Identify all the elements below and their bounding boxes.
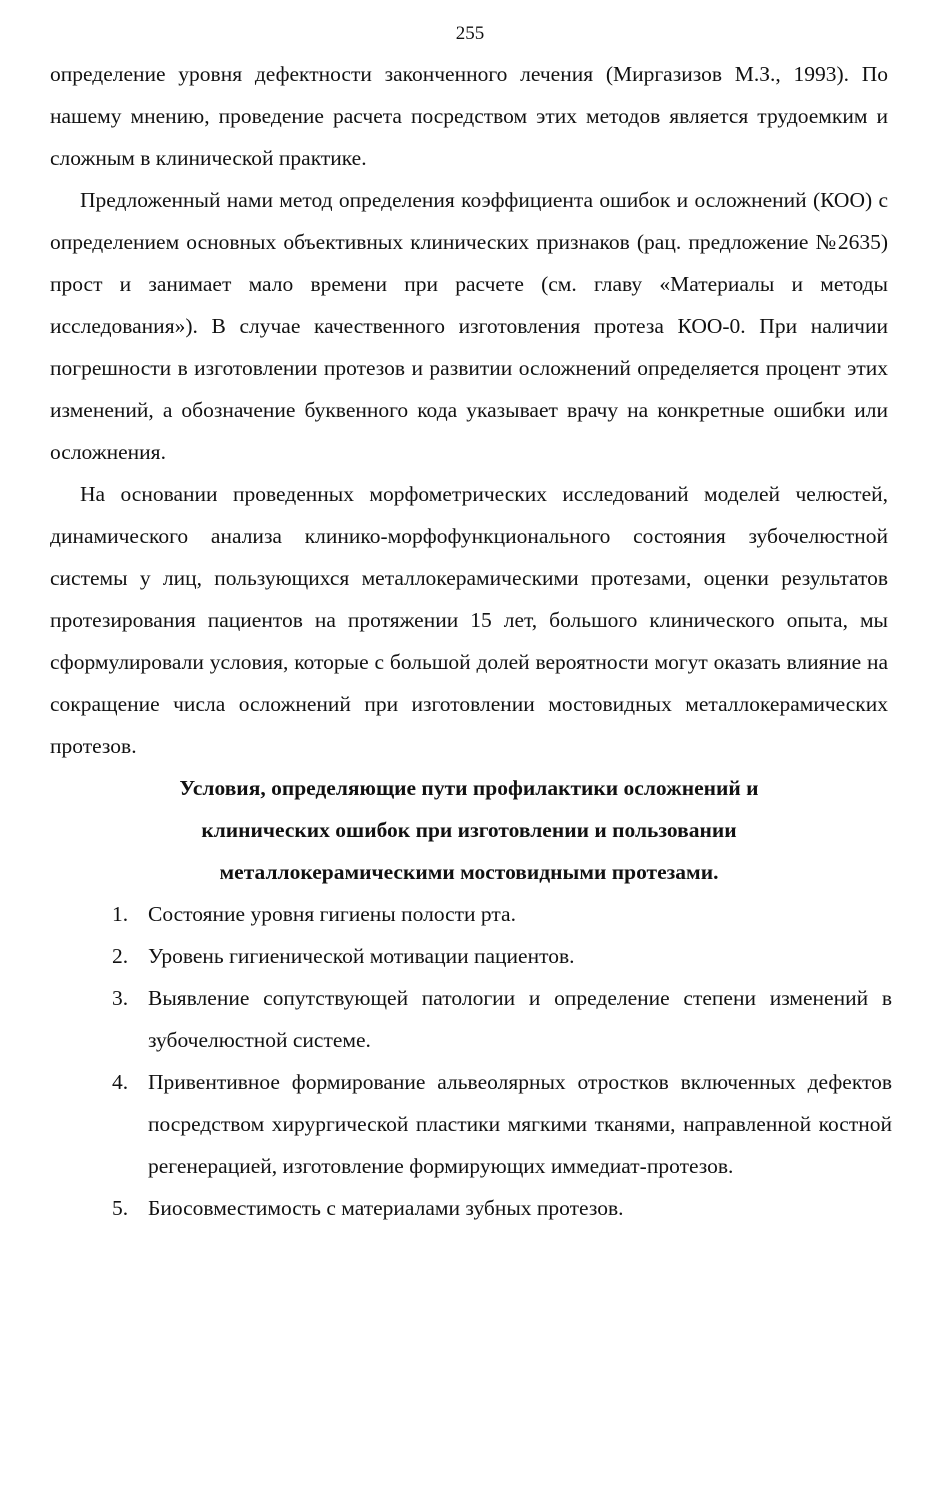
section-heading-line: металлокерамическими мостовидными протезами. bbox=[219, 860, 719, 884]
list-item-text: Уровень гигиенической мотивации пациентов. bbox=[148, 944, 575, 968]
section-heading-line: клинических ошибок при изготовлении и пользовании bbox=[201, 818, 737, 842]
paragraph-conclusions: На основании проведенных морфометрических исследований моделей челюстей, динамического анализа клинико-морфофункционального состояния зубочелюстной системы у лиц, пользующихся металлокерамическими протезами, оценки результатов протезирования пациентов на протяжении 15 лет, большого клинического опыта, мы сформулировали условия, которые с большой долей вероятности могут оказать влияние на сокращение числа осложнений при изготовлении мостовидных металлокерамических протезов. bbox=[50, 482, 888, 758]
list-item-number: 1. bbox=[112, 902, 129, 926]
section-heading bbox=[50, 767, 888, 893]
list-item bbox=[50, 1187, 892, 1229]
list-item-number: 3. bbox=[112, 986, 129, 1010]
list-item-text: Выявление сопутствующей патологии и определение степени изменений в зубочелюстной системе. bbox=[148, 986, 892, 1052]
paragraph-koo-method: Предложенный нами метод определения коэффициента ошибок и осложнений (КОО) с определением основных объективных клинических признаков (рац. предложение №2635) прост и занимает мало времени при расчете (см. главу «Материалы и методы исследования»). В случае качественного изготовления протеза КОО-0. При наличии погрешности в изготовлении протезов и развитии осложнений определяется процент этих изменений, а обозначение буквенного кода указывает врачу на конкретные ошибки или осложнения. bbox=[50, 188, 888, 464]
list-item-text: Привентивное формирование альвеолярных отростков включенных дефектов посредством хирургической пластики мягкими тканями, направленной костной регенерацией, изготовление формирующих иммедиат-протезов. bbox=[148, 1070, 892, 1178]
list-item-text: Биосовместимость с материалами зубных протезов. bbox=[148, 1196, 624, 1220]
body-text bbox=[50, 53, 892, 1229]
list-item bbox=[50, 1061, 892, 1187]
page-number: 255 bbox=[455, 23, 485, 44]
list-item-text: Состояние уровня гигиены полости рта. bbox=[148, 902, 516, 926]
list-item-number: 5. bbox=[112, 1196, 129, 1220]
list-item bbox=[50, 977, 892, 1061]
list-item-number: 2. bbox=[112, 944, 129, 968]
conditions-list bbox=[50, 893, 892, 1229]
list-item-number: 4. bbox=[112, 1070, 129, 1094]
list-item bbox=[50, 935, 892, 977]
paragraph-continuation: определение уровня дефектности законченного лечения (Миргазизов М.З., 1993). По нашему мнению, проведение расчета посредством этих методов является трудоемким и сложным в клинической практике. bbox=[50, 62, 888, 170]
list-item bbox=[50, 893, 892, 935]
section-heading-line: Условия, определяющие пути профилактики осложнений и bbox=[179, 776, 759, 800]
